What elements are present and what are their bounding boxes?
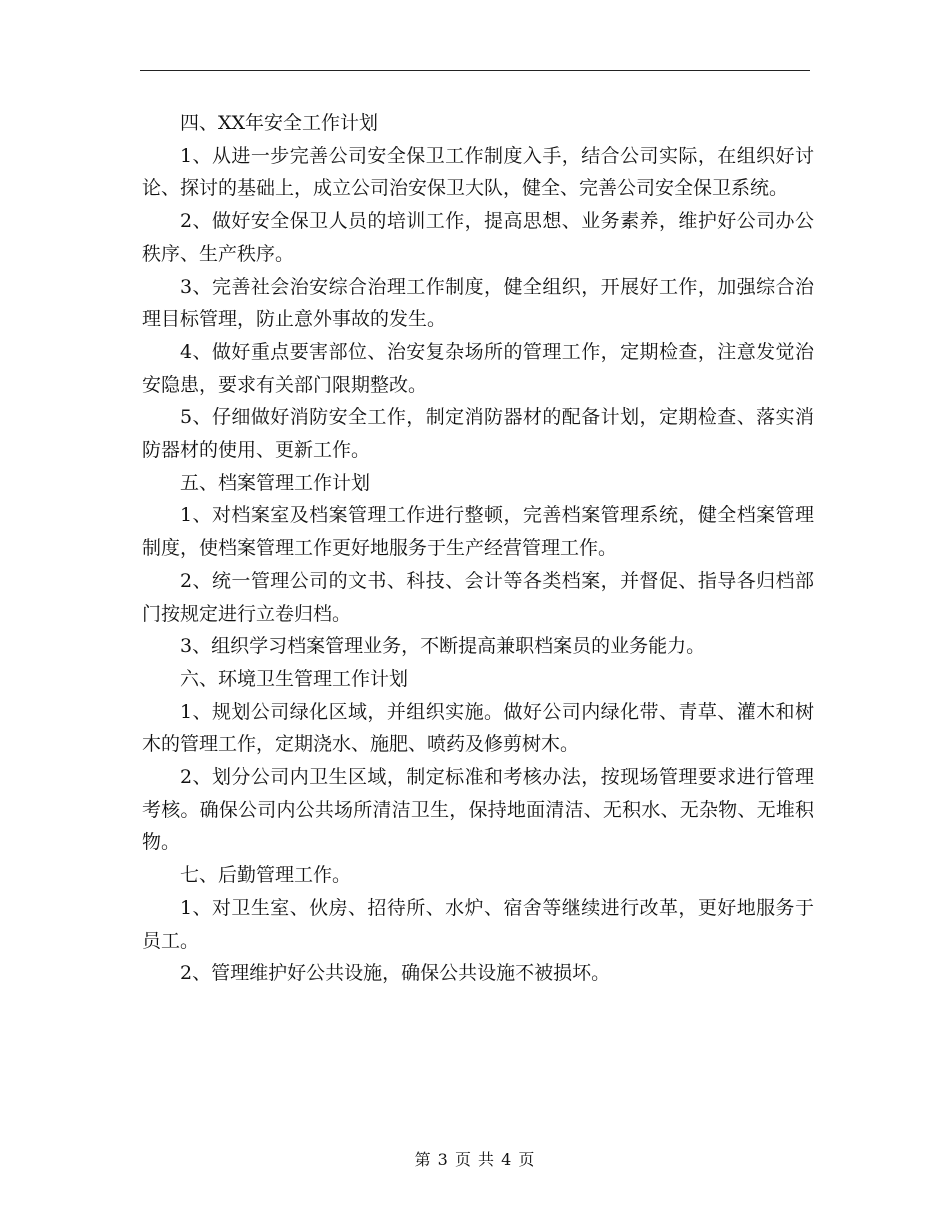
paragraph: 1、对卫生室、伙房、招待所、水炉、宿舍等继续进行改革，更好地服务于员工。 <box>142 896 814 952</box>
paragraph: 2、管理维护好公共设施，确保公共设施不被损坏。 <box>180 962 611 985</box>
section-heading-safety: 四、XX年安全工作计划 <box>180 112 379 134</box>
paragraph: 1、从进一步完善公司安全保卫工作制度入手，结合公司实际，在组织好讨论、探讨的基础上，成立公司治安保卫大队，健全、完善公司安全保卫系统。 <box>142 144 814 200</box>
header-rule <box>140 70 810 71</box>
section-heading-logistics: 七、后勤管理工作。 <box>180 864 352 887</box>
document-body <box>142 107 814 990</box>
paragraph: 2、做好安全保卫人员的培训工作，提高思想、业务素养，维护好公司办公秩序、生产秩序。 <box>142 210 814 265</box>
section-heading-environment: 六、环境卫生管理工作计划 <box>180 667 409 690</box>
paragraph: 2、划分公司内卫生区域，制定标准和考核办法，按现场管理要求进行管理考核。确保公司内公共场所清洁卫生，保持地面清洁、无积水、无杂物、无堆积物。 <box>142 766 814 854</box>
page-number-footer: 第 3 页 共 4 页 <box>414 1150 536 1169</box>
paragraph: 2、统一管理公司的文书、科技、会计等各类档案，并督促、指导各归档部门按规定进行立卷归档。 <box>142 569 814 625</box>
paragraph: 1、规划公司绿化区域，并组织实施。做好公司内绿化带、青草、灌木和树木的管理工作，定期浇水、施肥、喷药及修剪树木。 <box>142 700 814 756</box>
paragraph: 1、对档案室及档案管理工作进行整顿，完善档案管理系统，健全档案管理制度，使档案管理工作更好地服务于生产经营管理工作。 <box>142 504 814 560</box>
section-heading-archives: 五、档案管理工作计划 <box>180 471 371 494</box>
paragraph: 4、做好重点要害部位、治安复杂场所的管理工作，定期检查，注意发觉治安隐患，要求有关部门限期整改。 <box>142 340 814 396</box>
paragraph: 5、仔细做好消防安全工作，制定消防器材的配备计划，定期检查、落实消防器材的使用、更新工作。 <box>142 406 814 462</box>
paragraph: 3、完善社会治安综合治理工作制度，健全组织，开展好工作，加强综合治理目标管理，防止意外事故的发生。 <box>142 275 814 331</box>
paragraph: 3、组织学习档案管理业务，不断提高兼职档案员的业务能力。 <box>180 635 706 658</box>
